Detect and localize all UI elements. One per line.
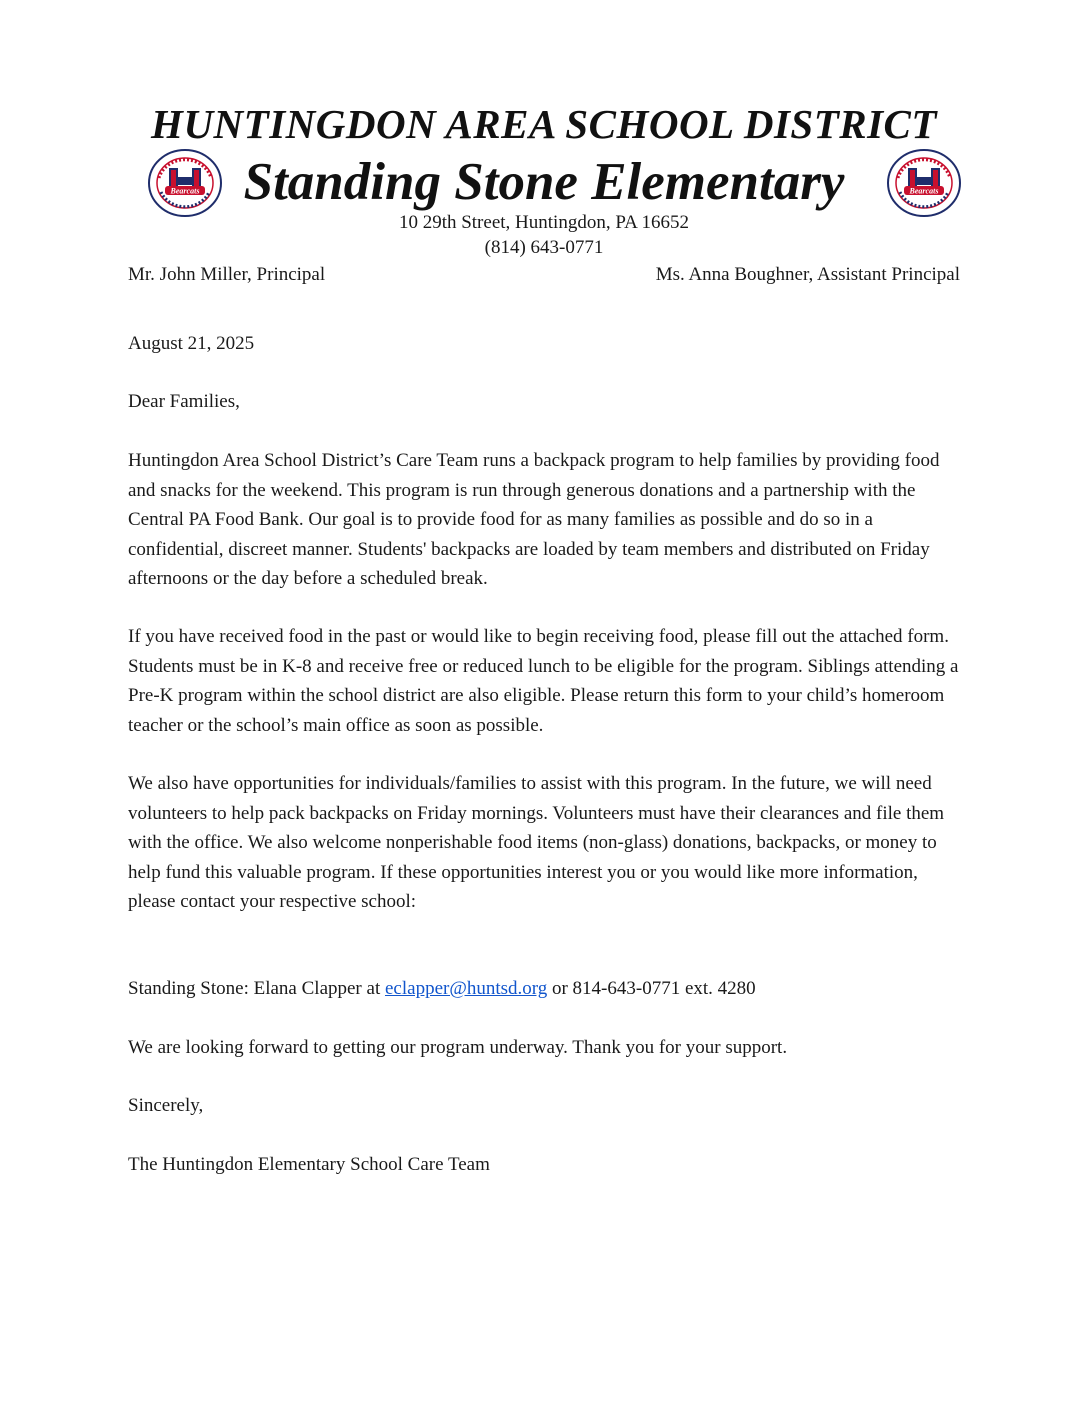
district-logo-icon (886, 148, 962, 218)
school-name: Standing Stone Elementary (243, 153, 845, 211)
sign-off: Sincerely, (128, 1095, 204, 1116)
logo-mascot-text: Bearcats (170, 186, 200, 196)
paragraph-volunteer: We also have opportunities for individuals/families to assist with this program. In the future, we will need volunteers to help pack backpacks on Friday mornings. Volunteers must have their clearances and file them with the office. We also welcome nonperishable food items (non-glass) donations, backpacks, or money to help fund this valuable program. If these opportunities interest you or you would like more information, please contact your respective school: (128, 773, 945, 912)
paragraph-program-overview: Huntingdon Area School District’s Care Team runs a backpack program to help families by providing food and snacks for the weekend. This program is run through generous donations and a partnership with the Central PA Food Bank. Our goal is to provide food for as many families as possible and do so in a confidential, discreet manner. Students' backpacks are loaded by team members and distributed on Friday afternoons or the day before a scheduled break. (128, 450, 940, 589)
contact-suffix: or 814-643-0771 ext. 4280 (547, 978, 756, 999)
contact-prefix: Standing Stone: Elana Clapper at (128, 978, 385, 999)
signature: The Huntingdon Elementary School Care Team (128, 1154, 490, 1175)
school-phone: (814) 643-0771 (484, 237, 604, 258)
contact-line (128, 974, 963, 1004)
paragraph-eligibility: If you have received food in the past or would like to begin receiving food, please fill out the attached form. Students must be in K-8 and receive free or reduced lunch to be eligible for the program. Siblings attending a Pre-K program within the school district are also eligible. Please return this form to your child’s homeroom teacher or the school’s main office as soon as possible. (128, 626, 959, 736)
school-address: 10 29th Street, Huntingdon, PA 16652 (398, 212, 690, 233)
district-name: HUNTINGDON AREA SCHOOL DISTRICT (151, 101, 937, 147)
principal-name: Mr. John Miller, Principal (128, 264, 326, 285)
closing-line: We are looking forward to getting our program underway. Thank you for your support. (128, 1037, 788, 1058)
logo-mascot-text: Bearcats (909, 186, 939, 196)
contact-email-link[interactable]: eclapper@huntsd.org (384, 978, 548, 999)
salutation: Dear Families, (128, 391, 240, 412)
assistant-principal-name: Ms. Anna Boughner, Assistant Principal (655, 264, 960, 285)
letter-date: August 21, 2025 (128, 333, 255, 354)
